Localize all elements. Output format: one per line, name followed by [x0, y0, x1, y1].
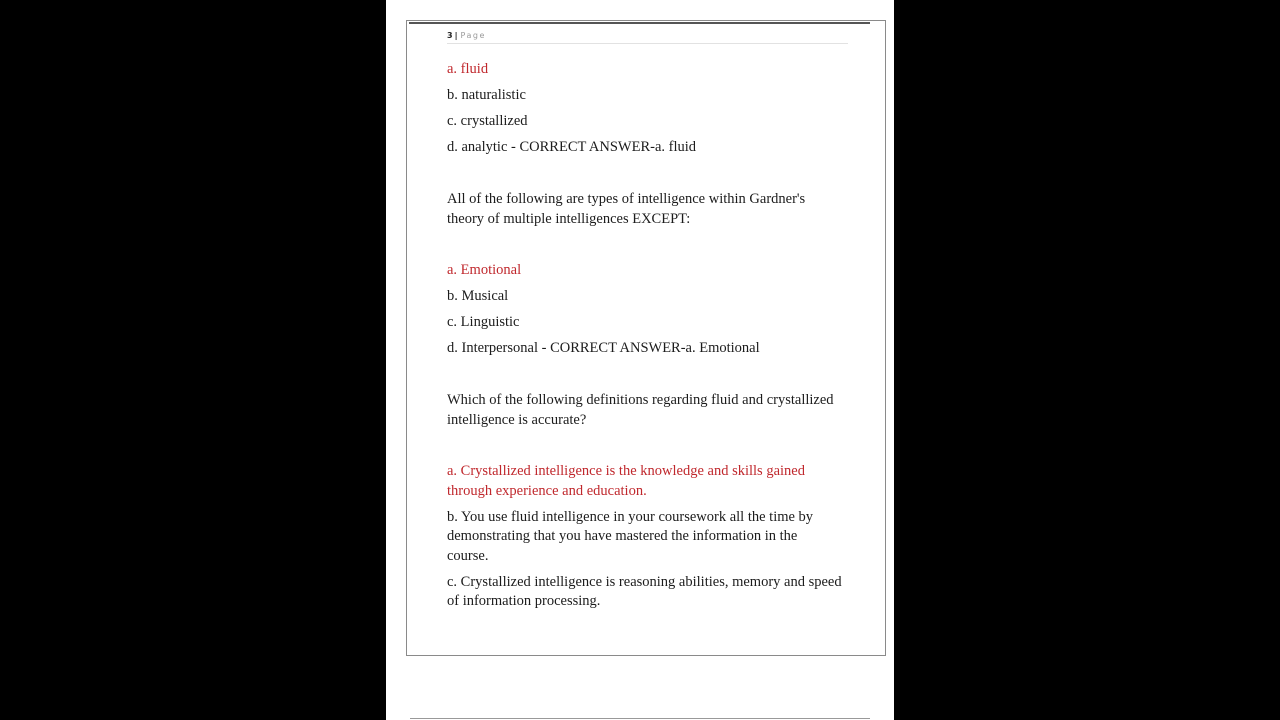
page-content	[447, 60, 842, 618]
q2-option-c: c. Linguistic	[447, 314, 520, 330]
q3-option-a-correct: a. Crystallized intelligence is the knowledge and skills gained through experience and education.	[447, 463, 805, 499]
q3-option-c: c. Crystallized intelligence is reasoning abilities, memory and speed of information processing.	[447, 573, 842, 609]
page-label: Page	[460, 31, 486, 40]
q3-question: Which of the following definitions regarding fluid and crystallized intelligence is accurate?	[447, 392, 834, 428]
spacer	[447, 365, 842, 391]
q2-option-d-answer: d. Interpersonal - CORRECT ANSWER-a. Emotional	[447, 340, 760, 356]
q1-option-d-answer: d. analytic - CORRECT ANSWER-a. fluid	[447, 139, 697, 155]
q2-question: All of the following are types of intelligence within Gardner's theory of multiple intelligences EXCEPT:	[447, 191, 806, 227]
page-header-separator: |	[454, 31, 458, 40]
page-number: 3	[447, 31, 453, 40]
q2-option-a-correct: a. Emotional	[447, 262, 522, 278]
next-page-top-rule	[410, 718, 870, 719]
q1-option-a-correct: a. fluid	[447, 61, 489, 77]
q1-option-b: b. naturalistic	[447, 87, 526, 103]
spacer	[447, 164, 842, 190]
q1-option-c: c. crystallized	[447, 113, 528, 129]
document-page	[386, 0, 894, 720]
q2-option-b: b. Musical	[447, 288, 509, 304]
header-top-rule	[409, 22, 870, 24]
page-header	[447, 31, 848, 44]
q3-option-b: b. You use fluid intelligence in your coursework all the time by demonstrating that you have mastered the information in the course.	[447, 508, 814, 564]
